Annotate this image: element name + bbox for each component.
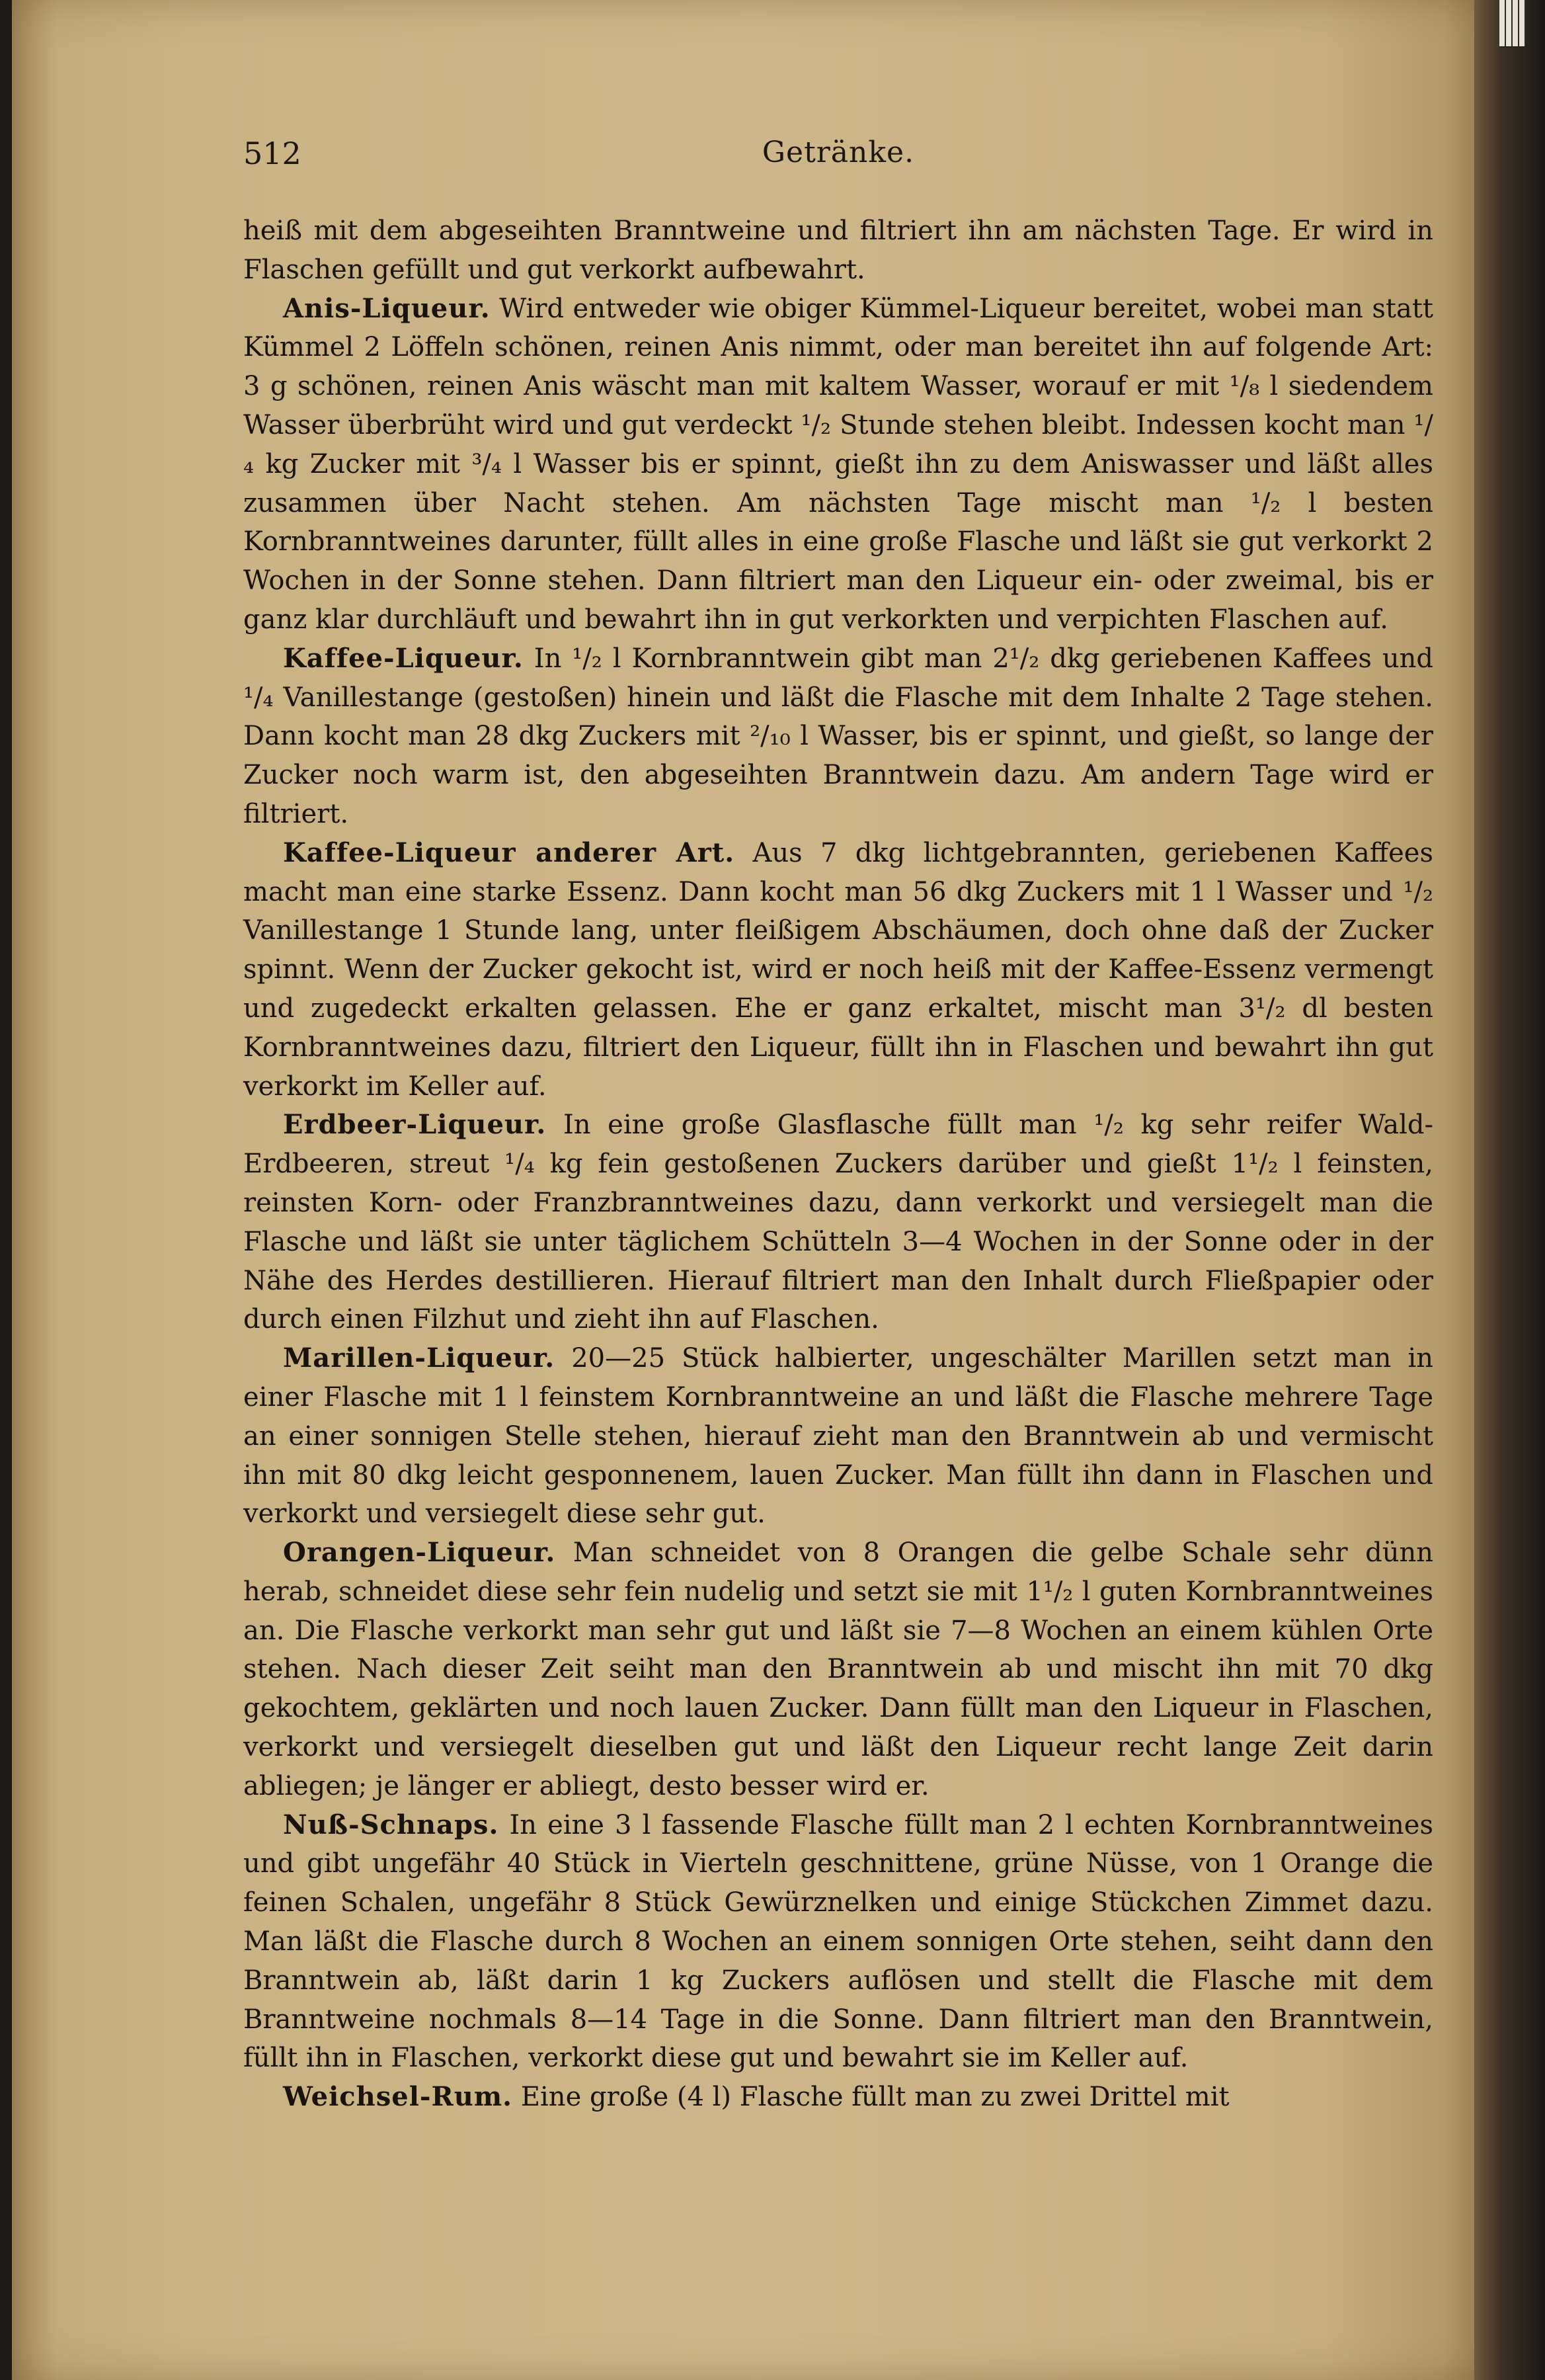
recipe-text: Eine große (4 l) Flasche füllt man zu zwei Drittel mit <box>520 2082 1230 2113</box>
recipe-text: In eine große Glasflasche füllt man ¹/₂ kg sehr reifer Wald-Erdbeeren, streut ¹/₄ kg fein gestoßenen Zuckers darüber und gießt 1¹/₂ l feinsten, reinsten Korn- oder Franzbranntweines dazu, dann verkorkt und versiegelt man die Flasche und läßt sie unter täglichem Schütteln 3—4 Wochen in der Sonne oder in der Nähe des Herdes destillieren. Hierauf filtriert man den Inhalt durch Fließpapier oder durch einen Filzhut und zieht ihn auf Flaschen. <box>243 1110 1433 1335</box>
recipe-text: In eine 3 l fassende Flasche füllt man 2 l echten Kornbranntweines und gibt ungefähr 40 Stück in Vierteln geschnittene, grüne Nüsse, von 1 Orange die feinen Schalen, ungefähr 8 Stück Gewürznelken und einige Stückchen Zimmet dazu. Man läßt die Flasche durch 8 Wochen an einem sonnigen Orte stehen, seiht dann den Branntwein ab, läßt darin 1 kg Zuckers auflösen und stellt die Flasche mit dem Branntweine nochmals 8—14 Tage in die Sonne. Dann filtriert man den Branntwein, füllt ihn in Flaschen, verkorkt diese gut und bewahrt sie im Keller auf. <box>243 1809 1434 2074</box>
running-title: Getränke. <box>762 136 915 169</box>
recipe-weichsel-rum <box>243 2078 1433 2117</box>
binding-shadow <box>1474 0 1545 2380</box>
recipe-heading: Kaffee-Liqueur anderer Art. <box>283 837 735 868</box>
book-page <box>12 0 1503 2380</box>
recipe-heading: Orangen-Liqueur. <box>283 1537 556 1569</box>
recipe-heading: Kaffee-Liqueur. <box>283 642 524 674</box>
paragraph-continued <box>243 212 1433 290</box>
scale-ruler <box>1499 0 1526 48</box>
recipe-heading: Nuß-Schnaps. <box>283 1809 499 1840</box>
page-number: 512 <box>243 136 301 171</box>
recipe-heading: Anis-Liqueur. <box>283 292 491 324</box>
recipe-heading: Weichsel-Rum. <box>283 2081 513 2113</box>
recipe-text: Man schneidet von 8 Orangen die gelbe Schale sehr dünn herab, schneidet diese sehr fein nudelig und setzt sie mit 1¹/₂ l guten Kornbranntweines an. Die Flasche verkorkt man sehr gut und läßt sie 7—8 Wochen an einem kühlen Orte stehen. Nach dieser Zeit seiht man den Branntwein ab und mischt ihn mit 70 dkg gekochtem, geklärten und noch lauen Zucker. Dann füllt man den Liqueur in Flaschen, verkorkt und versiegelt dieselben gut und läßt den Liqueur recht lange Zeit darin abliegen; je länger er abliegt, desto besser wird er. <box>243 1538 1434 1801</box>
recipe-erdbeer-liqueur <box>243 1106 1433 1339</box>
recipe-text: Wird entweder wie obiger Kümmel-Liqueur bereitet, wobei man statt Kümmel 2 Löffeln schönen, reinen Anis nimmt, oder man bereitet ihn auf folgende Art: 3 g schönen, reinen Anis wäscht man mit kaltem Wasser, worauf er mit ¹/₈ l siedendem Wasser überbrüht wird und gut verdeckt ¹/₂ Stunde stehen bleibt. Indessen kocht man ¹/₄ kg Zucker mit ³/₄ l Wasser bis er spinnt, gießt ihn zu dem Aniswasser und läßt alles zusammen über Nacht stehen. Am nächsten Tage mischt man ¹/₂ l besten Kornbranntweines darunter, füllt alles in eine große Flasche und läßt sie gut verkorkt 2 Wochen in der Sonne stehen. Dann filtriert man den Liqueur ein- oder zweimal, bis er ganz klar durchläuft und bewahrt ihn in gut verkorkten und verpichten Flaschen auf. <box>243 293 1433 635</box>
recipe-marillen-liqueur <box>243 1339 1433 1534</box>
recipe-text: Aus 7 dkg lichtgebrannten, geriebenen Kaffees macht man eine starke Essenz. Dann kocht man 56 dkg Zuckers mit 1 l Wasser und ¹/₂ Vanillestange 1 Stunde lang, unter fleißigem Abschäumen, doch ohne daß der Zucker spinnt. Wenn der Zucker gekocht ist, wird er noch heiß mit der Kaffee-Essenz vermengt und zugedeckt erkalten gelassen. Ehe er ganz erkaltet, mischt man 3¹/₂ dl besten Kornbranntweines dazu, filtriert den Liqueur, füllt ihn in Flaschen und bewahrt ihn gut verkorkt im Keller auf. <box>243 837 1433 1102</box>
page-body <box>243 212 1433 2117</box>
recipe-heading: Erdbeer-Liqueur. <box>283 1109 547 1141</box>
recipe-kaffee-liqueur <box>243 639 1433 834</box>
paragraph-text: heiß mit dem abgeseihten Branntweine und filtriert ihn am nächsten Tage. Er wird in Flaschen gefüllt und gut verkorkt aufbewahrt. <box>243 216 1433 285</box>
recipe-anis-liqueur <box>243 290 1433 639</box>
recipe-text: In ¹/₂ l Kornbranntwein gibt man 2¹/₂ dkg geriebenen Kaffees und ¹/₄ Vanillestange (gestoßen) hinein und läßt die Flasche mit dem Inhalte 2 Tage stehen. Dann kocht man 28 dkg Zuckers mit ²/₁₀ l Wasser, bis er spinnt, und gießt, so lange der Zucker noch warm ist, den abgeseihten Branntwein dazu. Am andern Tage wird er filtriert. <box>243 643 1433 829</box>
recipe-nuss-schnaps <box>243 1806 1433 2078</box>
recipe-text: 20—25 Stück halbierter, ungeschälter Marillen setzt man in einer Flasche mit 1 l feinstem Kornbranntweine an und läßt die Flasche mehrere Tage an einer sonnigen Stelle stehen, hierauf zieht man den Branntwein ab und vermischt ihn mit 80 dkg leicht gesponnenem, lauen Zucker. Man füllt ihn dann in Flaschen und verkorkt und versiegelt diese sehr gut. <box>243 1343 1433 1530</box>
recipe-kaffee-liqueur-anderer-art <box>243 834 1433 1106</box>
page-header <box>243 136 1433 182</box>
recipe-orangen-liqueur <box>243 1534 1433 1806</box>
recipe-heading: Marillen-Liqueur. <box>283 1342 555 1374</box>
